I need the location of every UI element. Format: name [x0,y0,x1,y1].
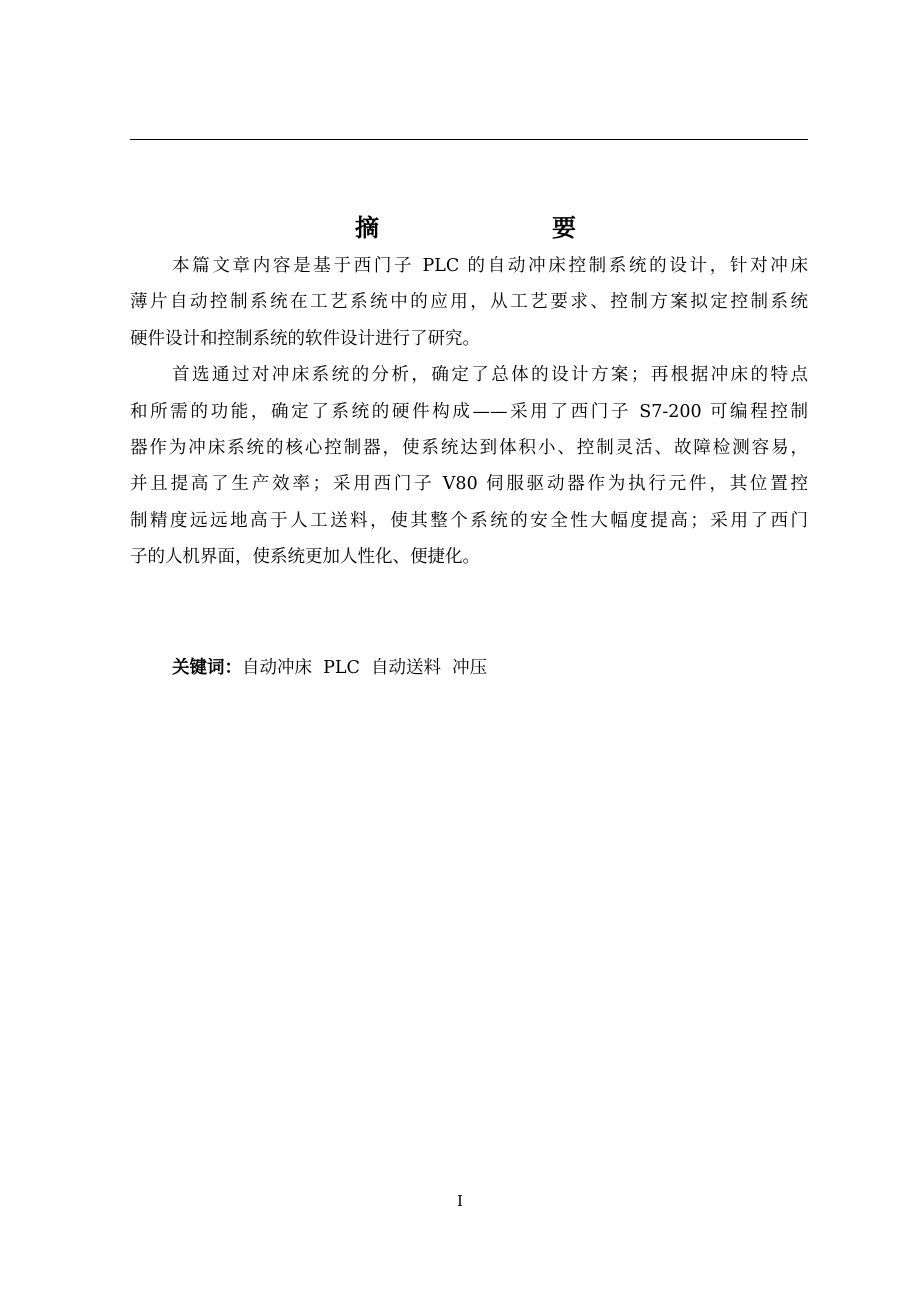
page-number: I [457,1192,463,1210]
paragraph-2-line-1: 首选通过对冲床系统的分析，确定了总体的设计方案；再根据冲床的特点 [172,365,808,386]
paragraph-2-line-5: 制精度远远地高于人工送料，使其整个系统的安全性大幅度提高；采用了西门 [130,510,808,531]
paragraph-2-line-4: 并且提高了生产效率；采用西门子 V80 伺服驱动器作为执行元件，其位置控 [130,474,808,495]
abstract-title-char-1: 摘 [355,214,379,242]
keywords [172,650,487,686]
header-rule [130,139,808,140]
abstract-title-char-2: 要 [552,214,576,242]
paragraph-2-line-3: 器作为冲床系统的核心控制器，使系统达到体积小、控制灵活、故障检测容易， [130,437,808,458]
keywords-list: 自动冲床 PLC 自动送料 冲压 [242,658,488,678]
paragraph-2-line-6: 子的人机界面，使系统更加人性化、便捷化。 [130,547,480,568]
paragraph-1-line-3: 硬件设计和控制系统的软件设计进行了研究。 [130,328,480,349]
keywords-label: 关键词： [172,658,242,678]
paragraph-1-line-2: 薄片自动控制系统在工艺系统中的应用，从工艺要求、控制方案拟定控制系统 [130,292,808,313]
abstract-body [130,248,808,576]
paragraph-1-line-1: 本篇文章内容是基于西门子 PLC 的自动冲床控制系统的设计，针对冲床 [172,256,808,276]
abstract-title [130,210,808,246]
paragraph-2-line-2: 和所需的功能，确定了系统的硬件构成——采用了西门子 S7-200 可编程控制 [130,401,808,422]
